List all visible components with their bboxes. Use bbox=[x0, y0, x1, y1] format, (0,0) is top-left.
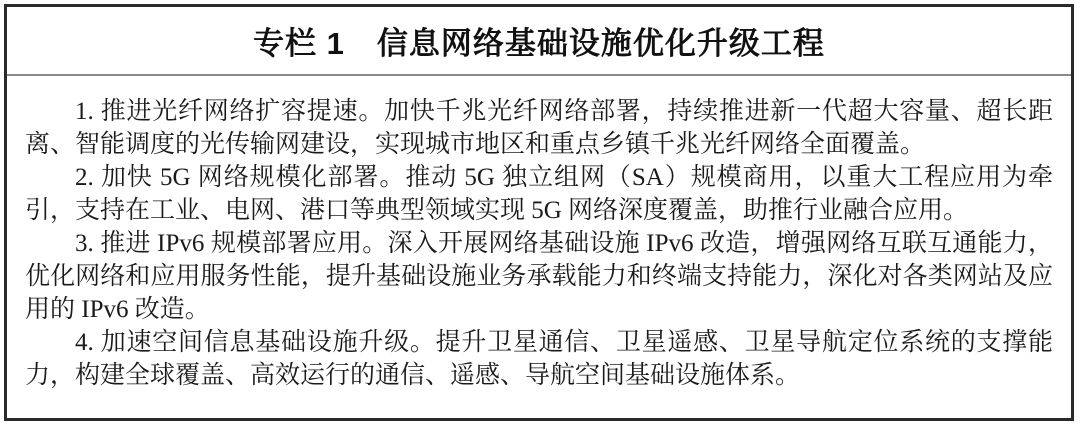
paragraph-ipv6-deployment: 3. 推进 IPv6 规模部署应用。深入开展网络基础设施 IPv6 改造，增强网络互联互通能力，优化网络和应用服务性能，提升基础设施业务承载能力和终端支持能力，深化对各类网站及应用的 IPv6 改造。 bbox=[25, 230, 1053, 323]
paragraph-space-infrastructure: 4. 加速空间信息基础设施升级。提升卫星通信、卫星遥感、卫星导航定位系统的支撑能力，构建全球覆盖、高效运行的通信、遥感、导航空间基础设施体系。 bbox=[25, 329, 1053, 389]
column-box-body bbox=[7, 76, 1071, 418]
paragraph-fiber-network: 1. 推进光纤网络扩容提速。加快千兆光纤网络部署，持续推进新一代超大容量、超长距离、智能调度的光传输网建设，实现城市地区和重点乡镇千兆光纤网络全面覆盖。 bbox=[25, 98, 1053, 158]
column-box-title: 专栏 1 信息网络基础设施优化升级工程 bbox=[253, 26, 825, 61]
paragraph-5g-deployment: 2. 加快 5G 网络规模化部署。推动 5G 独立组网（SA）规模商用，以重大工程应用为牵引，支持在工业、电网、港口等典型领域实现 5G 网络深度覆盖，助推行业融合应用。 bbox=[25, 164, 1053, 224]
column-box-header bbox=[7, 7, 1071, 76]
column-box bbox=[4, 4, 1074, 421]
